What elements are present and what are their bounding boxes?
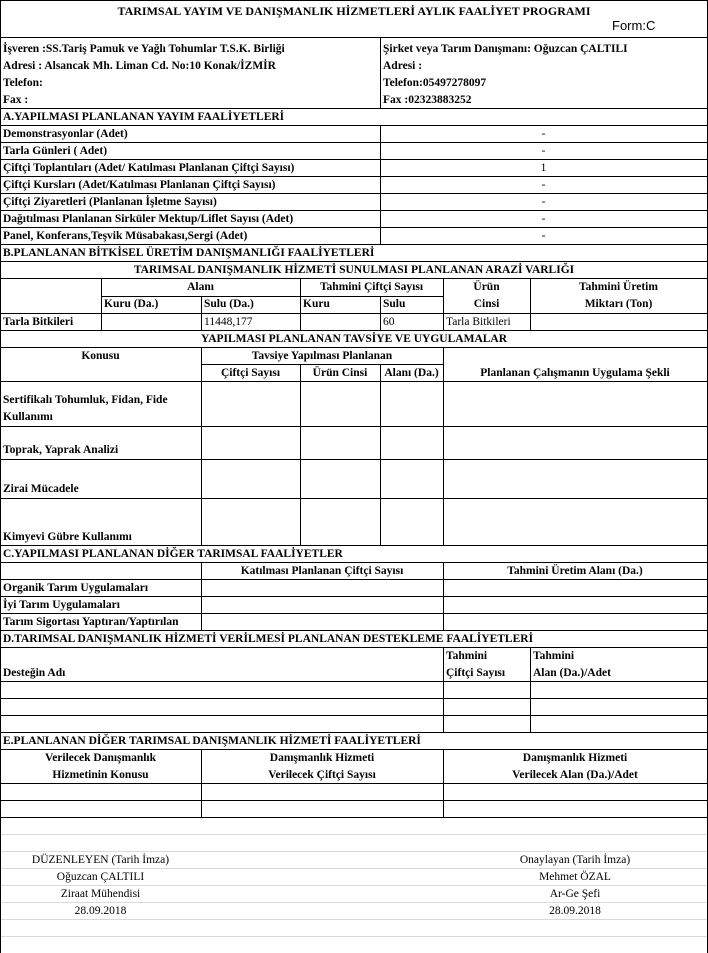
land-irrigated-area: 11448,177 [204, 316, 253, 328]
section-c-title: C.YAPILMASI PLANLANAN DİĞER TARIMSAL FAALİYETLER [3, 548, 343, 560]
rule [0, 647, 708, 648]
phone-left: Telefon: [3, 77, 43, 89]
rule [201, 364, 443, 365]
col-reco: Tavsiye Yapılması Planlanan [251, 350, 393, 362]
col-est-farmers: Çiftçi Sayısı [446, 667, 506, 679]
rule [0, 159, 708, 160]
rule [0, 125, 708, 126]
col-est-area: Tahmini [533, 650, 575, 662]
rule [0, 545, 708, 546]
form-title: TARIMSAL YAYIM VE DANIŞMANLIK HİZMETLERİ AYLIK FAALİYET PROGRAMI [117, 4, 591, 18]
col-product: Ürün [473, 281, 500, 293]
rule [0, 579, 708, 580]
col-area: Alanı [187, 281, 214, 293]
rule [380, 37, 381, 108]
section-a-value: - [541, 213, 546, 225]
rule [0, 698, 708, 699]
fax-left: Fax : [3, 94, 29, 106]
rule [0, 244, 708, 245]
section-a-title: A.YAPILMASI PLANLANAN YAYIM FAALİYETLERİ [3, 111, 285, 123]
rule [0, 749, 708, 750]
rule [0, 783, 708, 784]
section-a-value: - [541, 145, 546, 157]
address-left: Adresi : Alsancak Mh. Liman Cd. No:10 Konak/İZMİR [3, 60, 276, 72]
section-a-value: - [541, 179, 546, 191]
section-a-label: Demonstrasyonlar (Adet) [3, 128, 128, 140]
rule [0, 210, 708, 211]
rule [0, 142, 708, 143]
rule [380, 296, 381, 330]
col-method: Planlanan Çalışmanın Uygulama Şekli [480, 367, 670, 379]
reco-title: YAPILMASI PLANLANAN TAVSİYE VE UYGULAMALAR [200, 333, 508, 345]
section-e-title: E.PLANLANAN DİĞER TARIMSAL DANIŞMANLIK HİZMETİ FAALİYETLERİ [3, 735, 421, 747]
signature-right-date: 28.09.2018 [549, 905, 601, 917]
rule [0, 596, 708, 597]
section-a-label: Çiftçi Ziyaretleri (Planlanan İşletme Sayısı) [3, 196, 217, 208]
land-product: Tarla Bitkileri [446, 316, 511, 328]
rule [0, 630, 708, 631]
section-a-value: 1 [540, 162, 547, 174]
sub-irrigated: Sulu [383, 298, 406, 310]
section-a-value: - [541, 196, 546, 208]
section-c-row: Tarım Sigortası Yaptıran/Yaptırılan [3, 616, 179, 628]
rule [0, 817, 708, 818]
rule [0, 313, 708, 314]
rule [0, 732, 708, 733]
signature-left-role: DÜZENLEYEN (Tarih İmza) [31, 854, 170, 866]
gridline [1, 885, 707, 886]
rule [0, 227, 708, 228]
section-a-label: Çiftçi Toplantıları (Adet/ Katılması Planlanan Çiftçi Sayısı) [3, 162, 295, 174]
section-d-title: D.TARIMSAL DANIŞMANLIK HİZMETİ VERİLMESİ PLANLANAN DESTEKLEME FAALİYETLERİ [3, 633, 534, 645]
form-code: Form:C [612, 18, 656, 33]
section-b-title: B.PLANLANAN BİTKİSEL ÜRETİM DANIŞMANLIĞI FAALİYETLERİ [3, 247, 375, 259]
reco-row: Toprak, Yaprak Analizi [3, 444, 119, 456]
rule [0, 562, 708, 563]
col-service-farmers: Danışmanlık Hizmeti [269, 752, 375, 764]
rule [0, 347, 708, 348]
col-service-subject: Verilecek Danışmanlık [44, 752, 157, 764]
rule [380, 364, 381, 545]
rule [300, 364, 301, 545]
gridline [1, 851, 707, 852]
reco-row: Kullanımı [3, 411, 53, 423]
gridline [1, 868, 707, 869]
rule [201, 296, 202, 330]
section-c-row: İyi Tarım Uygulamaları [3, 599, 120, 611]
rule [0, 261, 708, 262]
section-a-label: Panel, Konferans,Teşvik Müsabakası,Sergi (Adet) [3, 230, 248, 242]
rule [0, 108, 708, 109]
rule [0, 381, 708, 382]
col-support: Desteğin Adı [3, 667, 66, 679]
frame-top [0, 0, 708, 1]
gridline [1, 936, 707, 937]
signature-right-title: Ar-Ge Şefi [549, 888, 601, 900]
rule [0, 498, 708, 499]
col-est-farmers: Tahmini [446, 650, 488, 662]
sub-dry-area: Kuru (Da.) [104, 298, 159, 310]
col-service-area: Danışmanlık Hizmeti [522, 752, 628, 764]
rule [0, 613, 708, 614]
sub-farmers: Çiftçi Sayısı [220, 367, 281, 379]
col-service-farmers: Verilecek Çiftçi Sayısı [268, 769, 376, 781]
section-a-value: - [541, 128, 546, 140]
signature-left-name: Oğuzcan ÇALTILI [56, 871, 145, 883]
rule [0, 193, 708, 194]
rule [530, 647, 531, 732]
rule [0, 800, 708, 801]
col-farmers: Tahmini Çiftçi Sayısı [319, 281, 424, 293]
sub-dry: Kuru [303, 298, 330, 310]
rule [0, 459, 708, 460]
rule [0, 715, 708, 716]
signature-left-title: Ziraat Mühendisi [60, 888, 141, 900]
gridline [1, 834, 707, 835]
section-c-row: Organik Tarım Uygulamaları [3, 582, 149, 594]
consultant: Şirket veya Tarım Danışmanı: Oğuzcan ÇALTILI [383, 43, 628, 55]
rule [0, 681, 708, 682]
section-a-value: - [541, 230, 546, 242]
col-service-area: Verilecek Alan (Da.)/Adet [512, 769, 638, 781]
rule [0, 176, 708, 177]
reco-row: Sertifikalı Tohumluk, Fidan, Fide [3, 394, 168, 406]
rule [443, 647, 444, 732]
col-participants: Katılması Planlanan Çiftçi Sayısı [240, 565, 404, 577]
col-production-area: Tahmini Üretim Alanı (Da.) [507, 565, 643, 577]
section-a-label: Tarla Günleri ( Adet) [3, 145, 108, 157]
col-yield: Miktarı (Ton) [584, 298, 653, 310]
col-service-subject: Hizmetinin Konusu [52, 769, 149, 781]
sub-product: Ürün Cinsi [312, 367, 368, 379]
signature-right-name: Mehmet ÖZAL [539, 871, 611, 883]
sub-irrigated-area: Sulu (Da.) [204, 298, 254, 310]
section-a-label: Dağıtılması Planlanan Sirküler Mektup/Liflet Sayısı (Adet) [3, 213, 294, 225]
land-title: TARIMSAL DANIŞMANLIK HİZMETİ SUNULMASI PLANLANAN ARAZİ VARLIĞI [133, 264, 575, 276]
fax-right: Fax :02323883252 [383, 94, 472, 106]
col-subject: Konusu [81, 350, 120, 362]
employer: İşveren :SS.Tariş Pamuk ve Yağlı Tohumlar T.S.K. Birliği [3, 43, 285, 55]
signature-right-role: Onaylayan (Tarih İmza) [519, 854, 631, 866]
reco-row: Zirai Mücadele [3, 483, 79, 495]
signature-left-date: 28.09.2018 [74, 905, 127, 917]
rule [0, 37, 708, 38]
rule [0, 330, 708, 331]
col-yield: Tahmini Üretim [579, 281, 658, 293]
land-irrigated-farmers: 60 [383, 316, 395, 328]
rule [0, 426, 708, 427]
address-right: Adresi : [383, 60, 423, 72]
reco-row: Kimyevi Gübre Kullanımı [3, 531, 132, 543]
gridline [1, 919, 707, 920]
col-est-area: Alan (Da.)/Adet [533, 667, 611, 679]
section-a-label: Çiftçi Kursları (Adet/Katılması Planlanan Çiftçi Sayısı) [3, 179, 276, 191]
col-product: Cinsi [473, 298, 500, 310]
gridline [1, 902, 707, 903]
rule [0, 278, 708, 279]
phone-right: Telefon:05497278097 [383, 77, 487, 89]
sub-area: Alanı (Da.) [384, 367, 439, 379]
land-row-label: Tarla Bitkileri [3, 316, 74, 328]
